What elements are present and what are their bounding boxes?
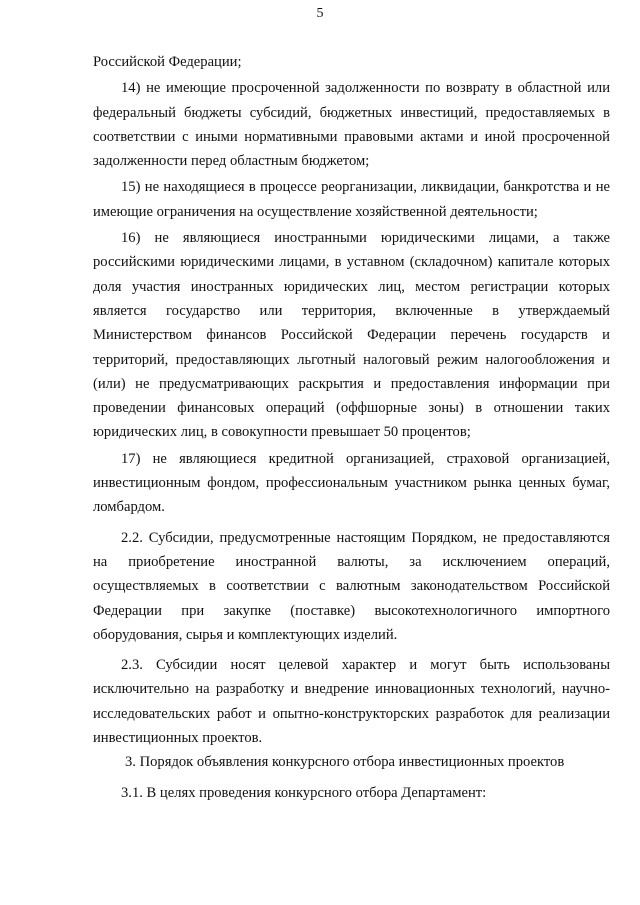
page-number: 5	[316, 6, 324, 21]
paragraph-item-16: 16) не являющиеся иностранными юридическими лицами, а также российскими юридическими лицами, в уставном (складочном) капитале которых доля участия иностранных юридических лиц, местом регистрации которых является государство или территория, включенные в утверждаемый Министерством финансов Российской Федерации перечень государств и территорий, предоставляющих льготный налоговый режим налогообложения и (или) не предусматривающих раскрытия и предоставления информации при проведении финансовых операций (оффшорные зоны) в отношении таких юридических лиц, в совокупности превышает 50 процентов;	[93, 230, 610, 441]
paragraph-item-14: 14) не имеющие просроченной задолженности по возврату в областной или федеральный бюджеты субсидий, бюджетных инвестиций, предоставляемых в соответствии с иными нормативными правовыми актами и иной просроченной задолженности перед областным бюджетом;	[93, 80, 610, 170]
paragraph-clause-3-1: 3.1. В целях проведения конкурсного отбора Департамент:	[121, 784, 487, 801]
paragraph-clause-2-3: 2.3. Субсидии носят целевой характер и могут быть использованы исключительно на разработку и внедрение инновационных технологий, научно-исследовательских работ и опытно-конструкторских разработок для реализации инвестиционных проектов.	[93, 657, 610, 747]
document-body	[93, 50, 610, 805]
paragraph-item-17: 17) не являющиеся кредитной организацией, страховой организацией, инвестиционным фондом, профессиональным участником рынка ценных бумаг, ломбардом.	[93, 450, 610, 516]
paragraph-item-15: 15) не находящиеся в процессе реорганизации, ликвидации, банкротства и не имеющие ограничения на осуществление хозяйственной деятельности;	[93, 179, 610, 220]
paragraph-continuation: Российской Федерации;	[93, 54, 242, 70]
section-heading: 3. Порядок объявления конкурсного отбора инвестиционных проектов	[125, 754, 565, 771]
paragraph-clause-2-2: 2.2. Субсидии, предусмотренные настоящим Порядком, не предоставляются на приобретение иностранной валюты, за исключением операций, осуществляемых в соответствии с валютным законодательством Российской Федерации при закупке (поставке) высокотехнологичного импортного оборудования, сырья и комплектующих изделий.	[93, 529, 610, 643]
